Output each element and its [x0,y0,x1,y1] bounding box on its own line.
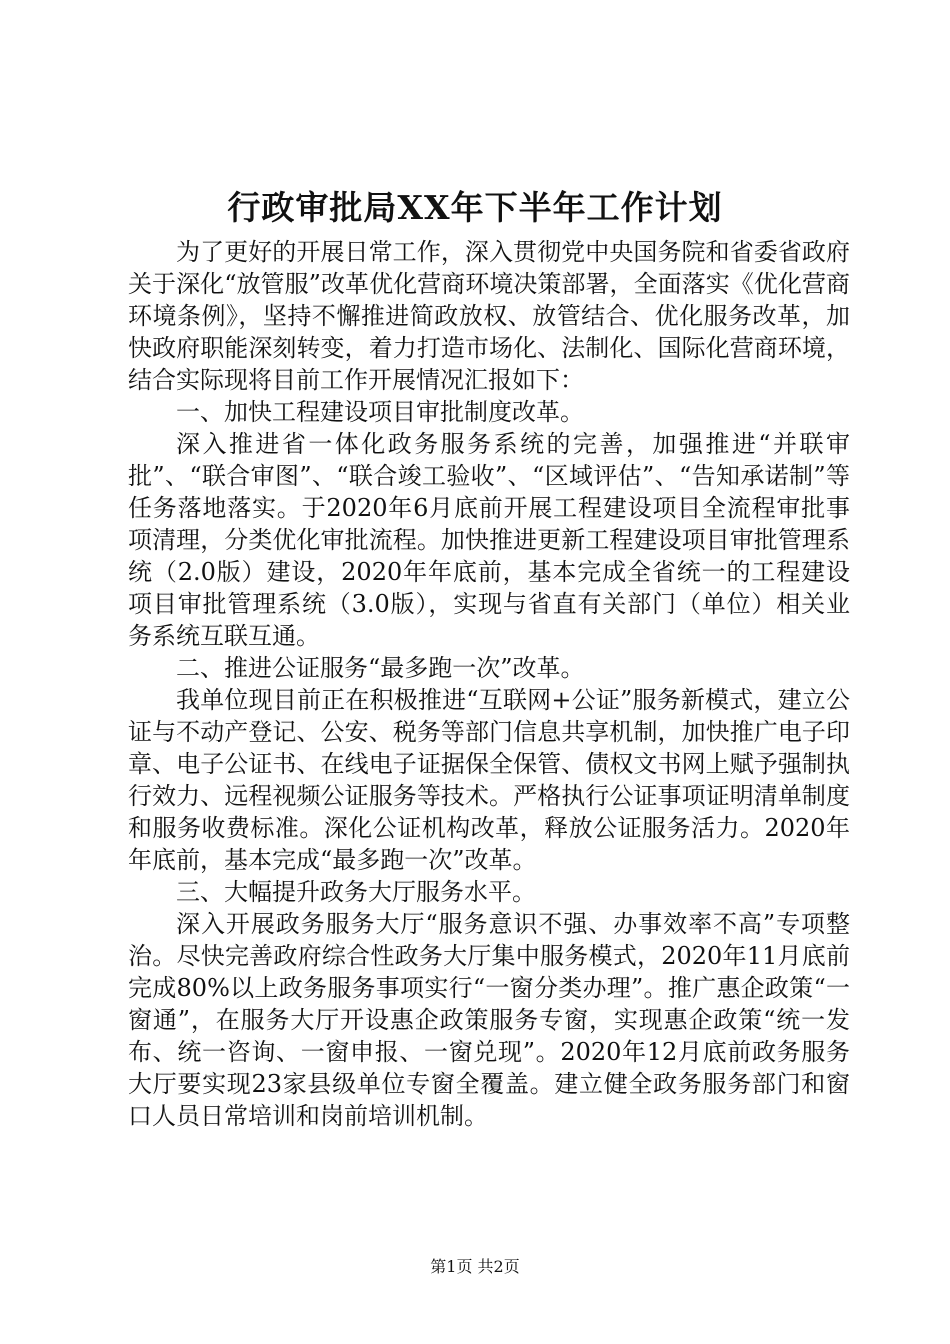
section-paragraph-3: 深入开展政务服务大厅“服务意识不强、办事效率不高”专项整治。尽快完善政府综合性政务大厅集中服务模式，2020年11月底前完成80%以上政务服务事项实行“一窗分类办理”。推广惠企政策“一窗通”，在服务大厅开设惠企政策服务专窗，实现惠企政策“统一发布、统一咨询、一窗申报、一窗兑现”。2020年12月底前政务服务大厅要实现23家县级单位专窗全覆盖。建立健全政务服务部门和窗口人员日常培训和岗前培训机制。 [128,910,850,1130]
intro-paragraph: 为了更好的开展日常工作，深入贯彻党中央国务院和省委省政府关于深化“放管服”改革优化营商环境决策部署，全面落实《优化营商环境条例》，坚持不懈推进简政放权、放管结合、优化服务改革，加快政府职能深刻转变，着力打造市场化、法制化、国际化营商环境，结合实际现将目前工作开展情况汇报如下： [128,238,850,394]
section-heading-2: 二、推进公证服务“最多跑一次”改革。 [176,654,585,682]
section-heading-1: 一、加快工程建设项目审批制度改革。 [176,398,584,426]
document-body [128,236,850,1132]
section-heading-3: 三、大幅提升政务大厅服务水平。 [176,878,536,906]
page-footer: 第1页 共2页 [430,1257,520,1276]
section-paragraph-1: 深入推进省一体化政务服务系统的完善，加强推进“并联审批”、“联合审图”、“联合竣工验收”、“区域评估”、“告知承诺制”等任务落地落实。于2020年6月底前开展工程建设项目全流程审批事项清理，分类优化审批流程。加快推进更新工程建设项目审批管理系统（2.0版）建设，2020年年底前，基本完成全省统一的工程建设项目审批管理系统（3.0版），实现与省直有关部门（单位）相关业务系统互联互通。 [128,430,850,650]
section-paragraph-2: 我单位现目前正在积极推进“互联网+公证”服务新模式，建立公证与不动产登记、公安、税务等部门信息共享机制，加快推广电子印章、电子公证书、在线电子证据保全保管、债权文书网上赋予强制执行效力、远程视频公证服务等技术。严格执行公证事项证明清单制度和服务收费标准。深化公证机构改革，释放公证服务活力。2020年年底前，基本完成“最多跑一次”改革。 [128,686,850,874]
document-title: 行政审批局XX年下半年工作计划 [227,188,723,227]
